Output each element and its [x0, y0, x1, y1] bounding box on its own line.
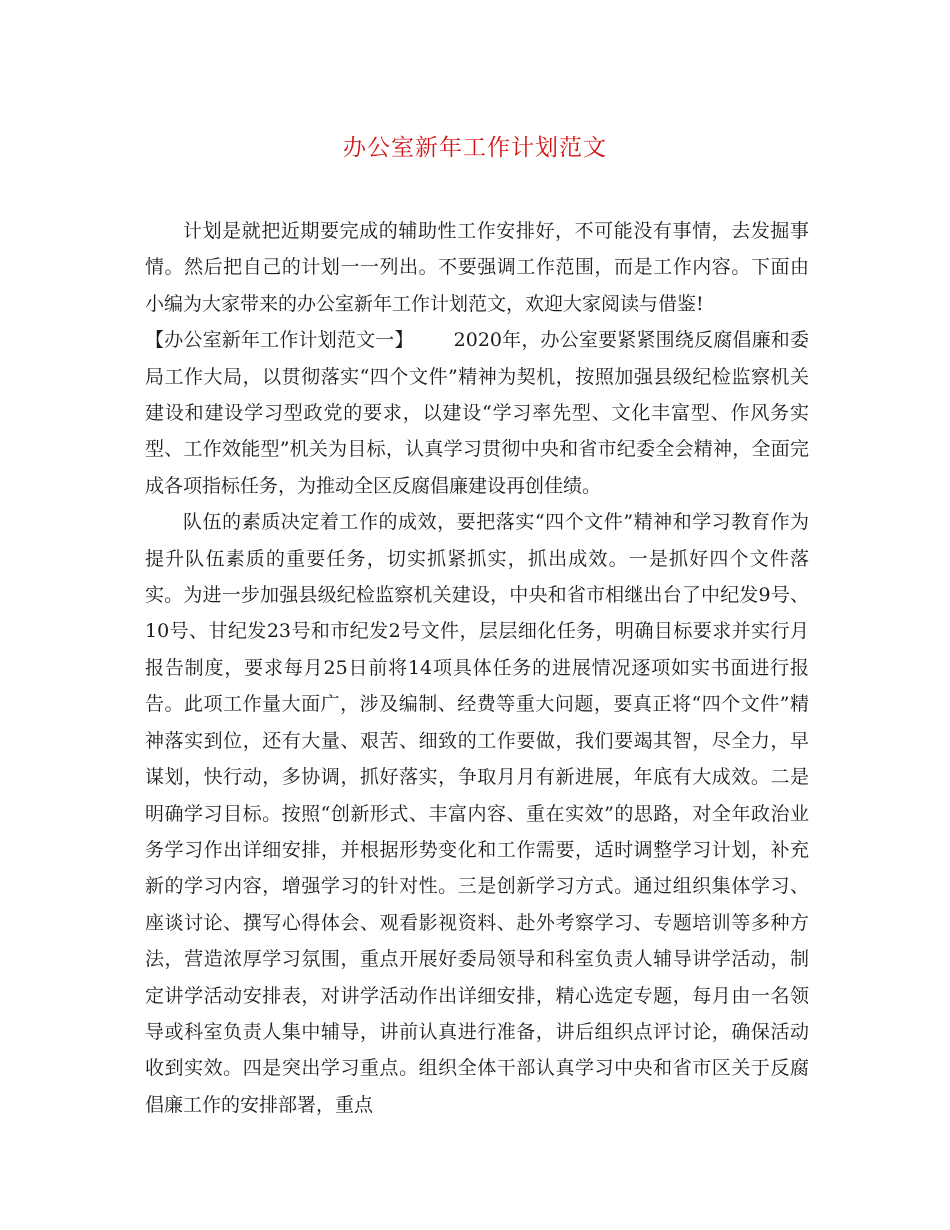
- body-paragraph-2: 队伍的素质决定着工作的成效，要把落实“四个文件”精神和学习教育作为提升队伍素质的重要任务，切实抓紧抓实，抓出成效。一是抓好四个文件落实。为进一步加强县级纪检监察机关建设，中央和省市相继出台了中纪发9号、10号、甘纪发23号和市纪发2号文件，层层细化任务，明确目标要求并实行月报告制度，要求每月25日前将14项具体任务的进展情况逐项如实书面进行报告。此项工作量大面广，涉及编制、经费等重大问题，要真正将“四个文件”精神落实到位，还有大量、艰苦、细致的工作要做，我们要竭其智，尽全力，早谋划，快行动，多协调，抓好落实，争取月月有新进展，年底有大成效。二是明确学习目标。按照“创新形式、丰富内容、重在实效”的思路，对全年政治业务学习作出详细安排，并根据形势变化和工作需要，适时调整学习计划，补充新的学习内容，增强学习的针对性。三是创新学习方式。通过组织集体学习、座谈讨论、撰写心得体会、观看影视资料、赴外考察学习、专题培训等多种方法，营造浓厚学习氛围，重点开展好委局领导和科室负责人辅导讲学活动，制定讲学活动安排表，对讲学活动作出详细安排，精心选定专题，每月由一名领导或科室负责人集中辅导，讲前认真进行准备，讲后组织点评讨论，确保活动收到实效。四是突出学习重点。组织全体干部认真学习中央和省市区关于反腐倡廉工作的安排部署，重点: [145, 511, 809, 1116]
- section-heading: 【办公室新年工作计划范文一】: [145, 329, 414, 352]
- intro-paragraph: 计划是就把近期要完成的辅助性工作安排好，不可能没有事情，去发掘事情。然后把自己的计划一一列出。不要强调工作范围，而是工作内容。下面由小编为大家带来的办公室新年工作计划范文，欢迎大家阅读与借鉴!: [145, 220, 809, 315]
- section-paragraph-text: 2020年，办公室要紧紧围绕反腐倡廉和委局工作大局，以贯彻落实“四个文件”精神为契机，按照加强县级纪检监察机关建设和建设学习型政党的要求，以建设“学习率先型、文化丰富型、作风务实型、工作效能型”机关为目标，认真学习贯彻中央和省市纪委全会精神，全面完成各项指标任务，为推动全区反腐倡廉建设再创佳绩。: [145, 329, 809, 497]
- section-paragraph: [145, 322, 809, 504]
- document-title: 办公室新年工作计划范文: [343, 135, 607, 161]
- document-body: [145, 213, 809, 1123]
